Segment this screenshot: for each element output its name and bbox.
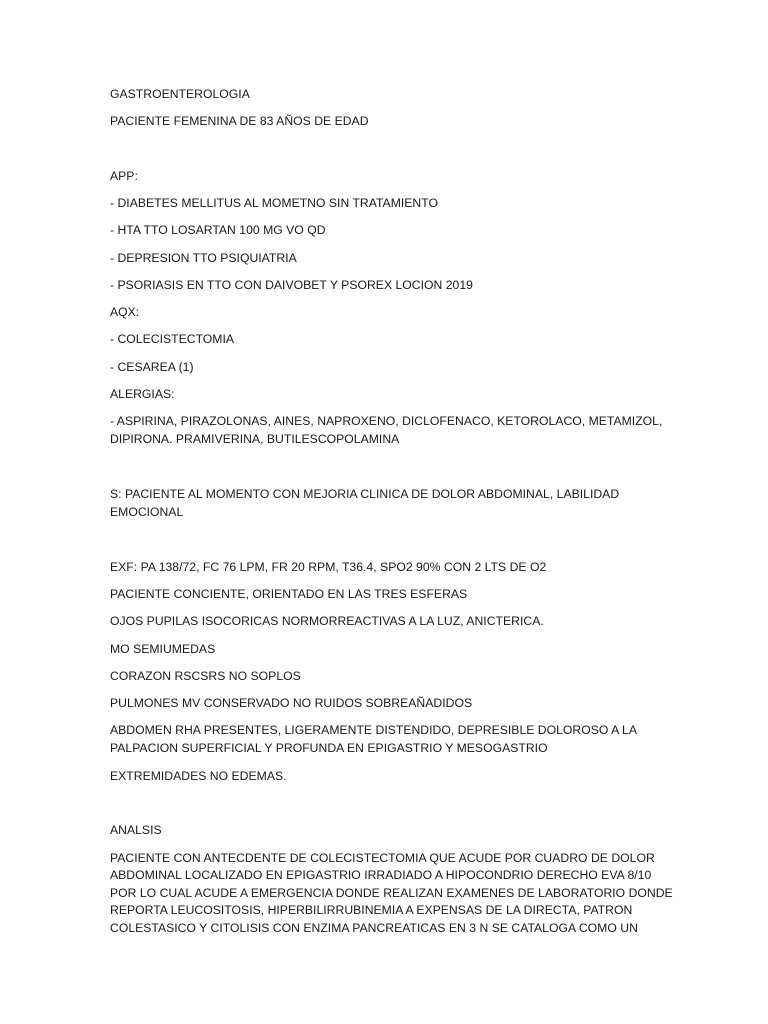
app-item: - DEPRESION TTO PSIQUIATRIA: [110, 251, 297, 265]
app-item: - DIABETES MELLITUS AL MOMETNO SIN TRATAMIENTO: [110, 196, 438, 210]
exam-item: PULMONES MV CONSERVADO NO RUIDOS SOBREAÑADIDOS: [110, 696, 473, 710]
analysis-line: COLESTASICO Y CITOLISIS CON ENZIMA PANCREATICAS EN 3 N SE CATALOGA COMO UN: [110, 921, 638, 935]
exam-item: CORAZON RSCSRS NO SOPLOS: [110, 669, 301, 683]
extremidades-line: EXTREMIDADES NO EDEMAS.: [110, 769, 287, 783]
specialty-heading: GASTROENTEROLOGIA: [110, 87, 250, 101]
exam-item: PACIENTE CONCIENTE, ORIENTADO EN LAS TRES ESFERAS: [110, 587, 468, 601]
subjective-line: EMOCIONAL: [110, 505, 184, 519]
app-item: - HTA TTO LOSARTAN 100 MG VO QD: [110, 223, 326, 237]
alergias-line: DIPIRONA. PRAMIVERINA, BUTILESCOPOLAMINA: [110, 432, 400, 446]
abdomen-line: ABDOMEN RHA PRESENTES, LIGERAMENTE DISTENDIDO, DEPRESIBLE DOLOROSO A LA: [110, 723, 637, 737]
app-heading: APP:: [110, 169, 138, 183]
alergias-heading: ALERGIAS:: [110, 387, 175, 401]
aqx-heading: AQX:: [110, 305, 140, 319]
alergias-line: - ASPIRINA, PIRAZOLONAS, AINES, NAPROXENO, DICLOFENACO, KETOROLACO, METAMIZOL,: [110, 414, 663, 428]
aqx-item: - CESAREA (1): [110, 360, 194, 374]
exam-item: OJOS PUPILAS ISOCORICAS NORMORREACTIVAS A LA LUZ, ANICTERICA.: [110, 614, 544, 628]
subjective-line: S: PACIENTE AL MOMENTO CON MEJORIA CLINICA DE DOLOR ABDOMINAL, LABILIDAD: [110, 487, 620, 501]
app-item: - PSORIASIS EN TTO CON DAIVOBET Y PSOREX LOCION 2019: [110, 278, 473, 292]
analysis-line: PACIENTE CON ANTECDENTE DE COLECISTECTOMIA QUE ACUDE POR CUADRO DE DOLOR: [110, 851, 655, 865]
analysis-line: REPORTA LEUCOSITOSIS, HIPERBILIRRUBINEMIA A EXPENSAS DE LA DIRECTA, PATRON: [110, 903, 633, 917]
aqx-item: - COLECISTECTOMIA: [110, 332, 235, 346]
analysis-heading: ANALSIS: [110, 823, 162, 837]
abdomen-line: PALPACION SUPERFICIAL Y PROFUNDA EN EPIGASTRIO Y MESOGASTRIO: [110, 741, 548, 755]
exf-vitals: EXF: PA 138/72, FC 76 LPM, FR 20 RPM, T36.4, SPO2 90% CON 2 LTS DE O2: [110, 560, 547, 574]
analysis-line: POR LO CUAL ACUDE A EMERGENCIA DONDE REALIZAN EXAMENES DE LABORATORIO DONDE: [110, 886, 673, 900]
analysis-line: ABDOMINAL LOCALIZADO EN EPIGASTRIO IRRADIADO A HIPOCONDRIO DERECHO EVA 8/10: [110, 868, 652, 882]
exam-item: MO SEMIUMEDAS: [110, 642, 216, 656]
patient-line: PACIENTE FEMENINA DE 83 AÑOS DE EDAD: [110, 114, 369, 128]
